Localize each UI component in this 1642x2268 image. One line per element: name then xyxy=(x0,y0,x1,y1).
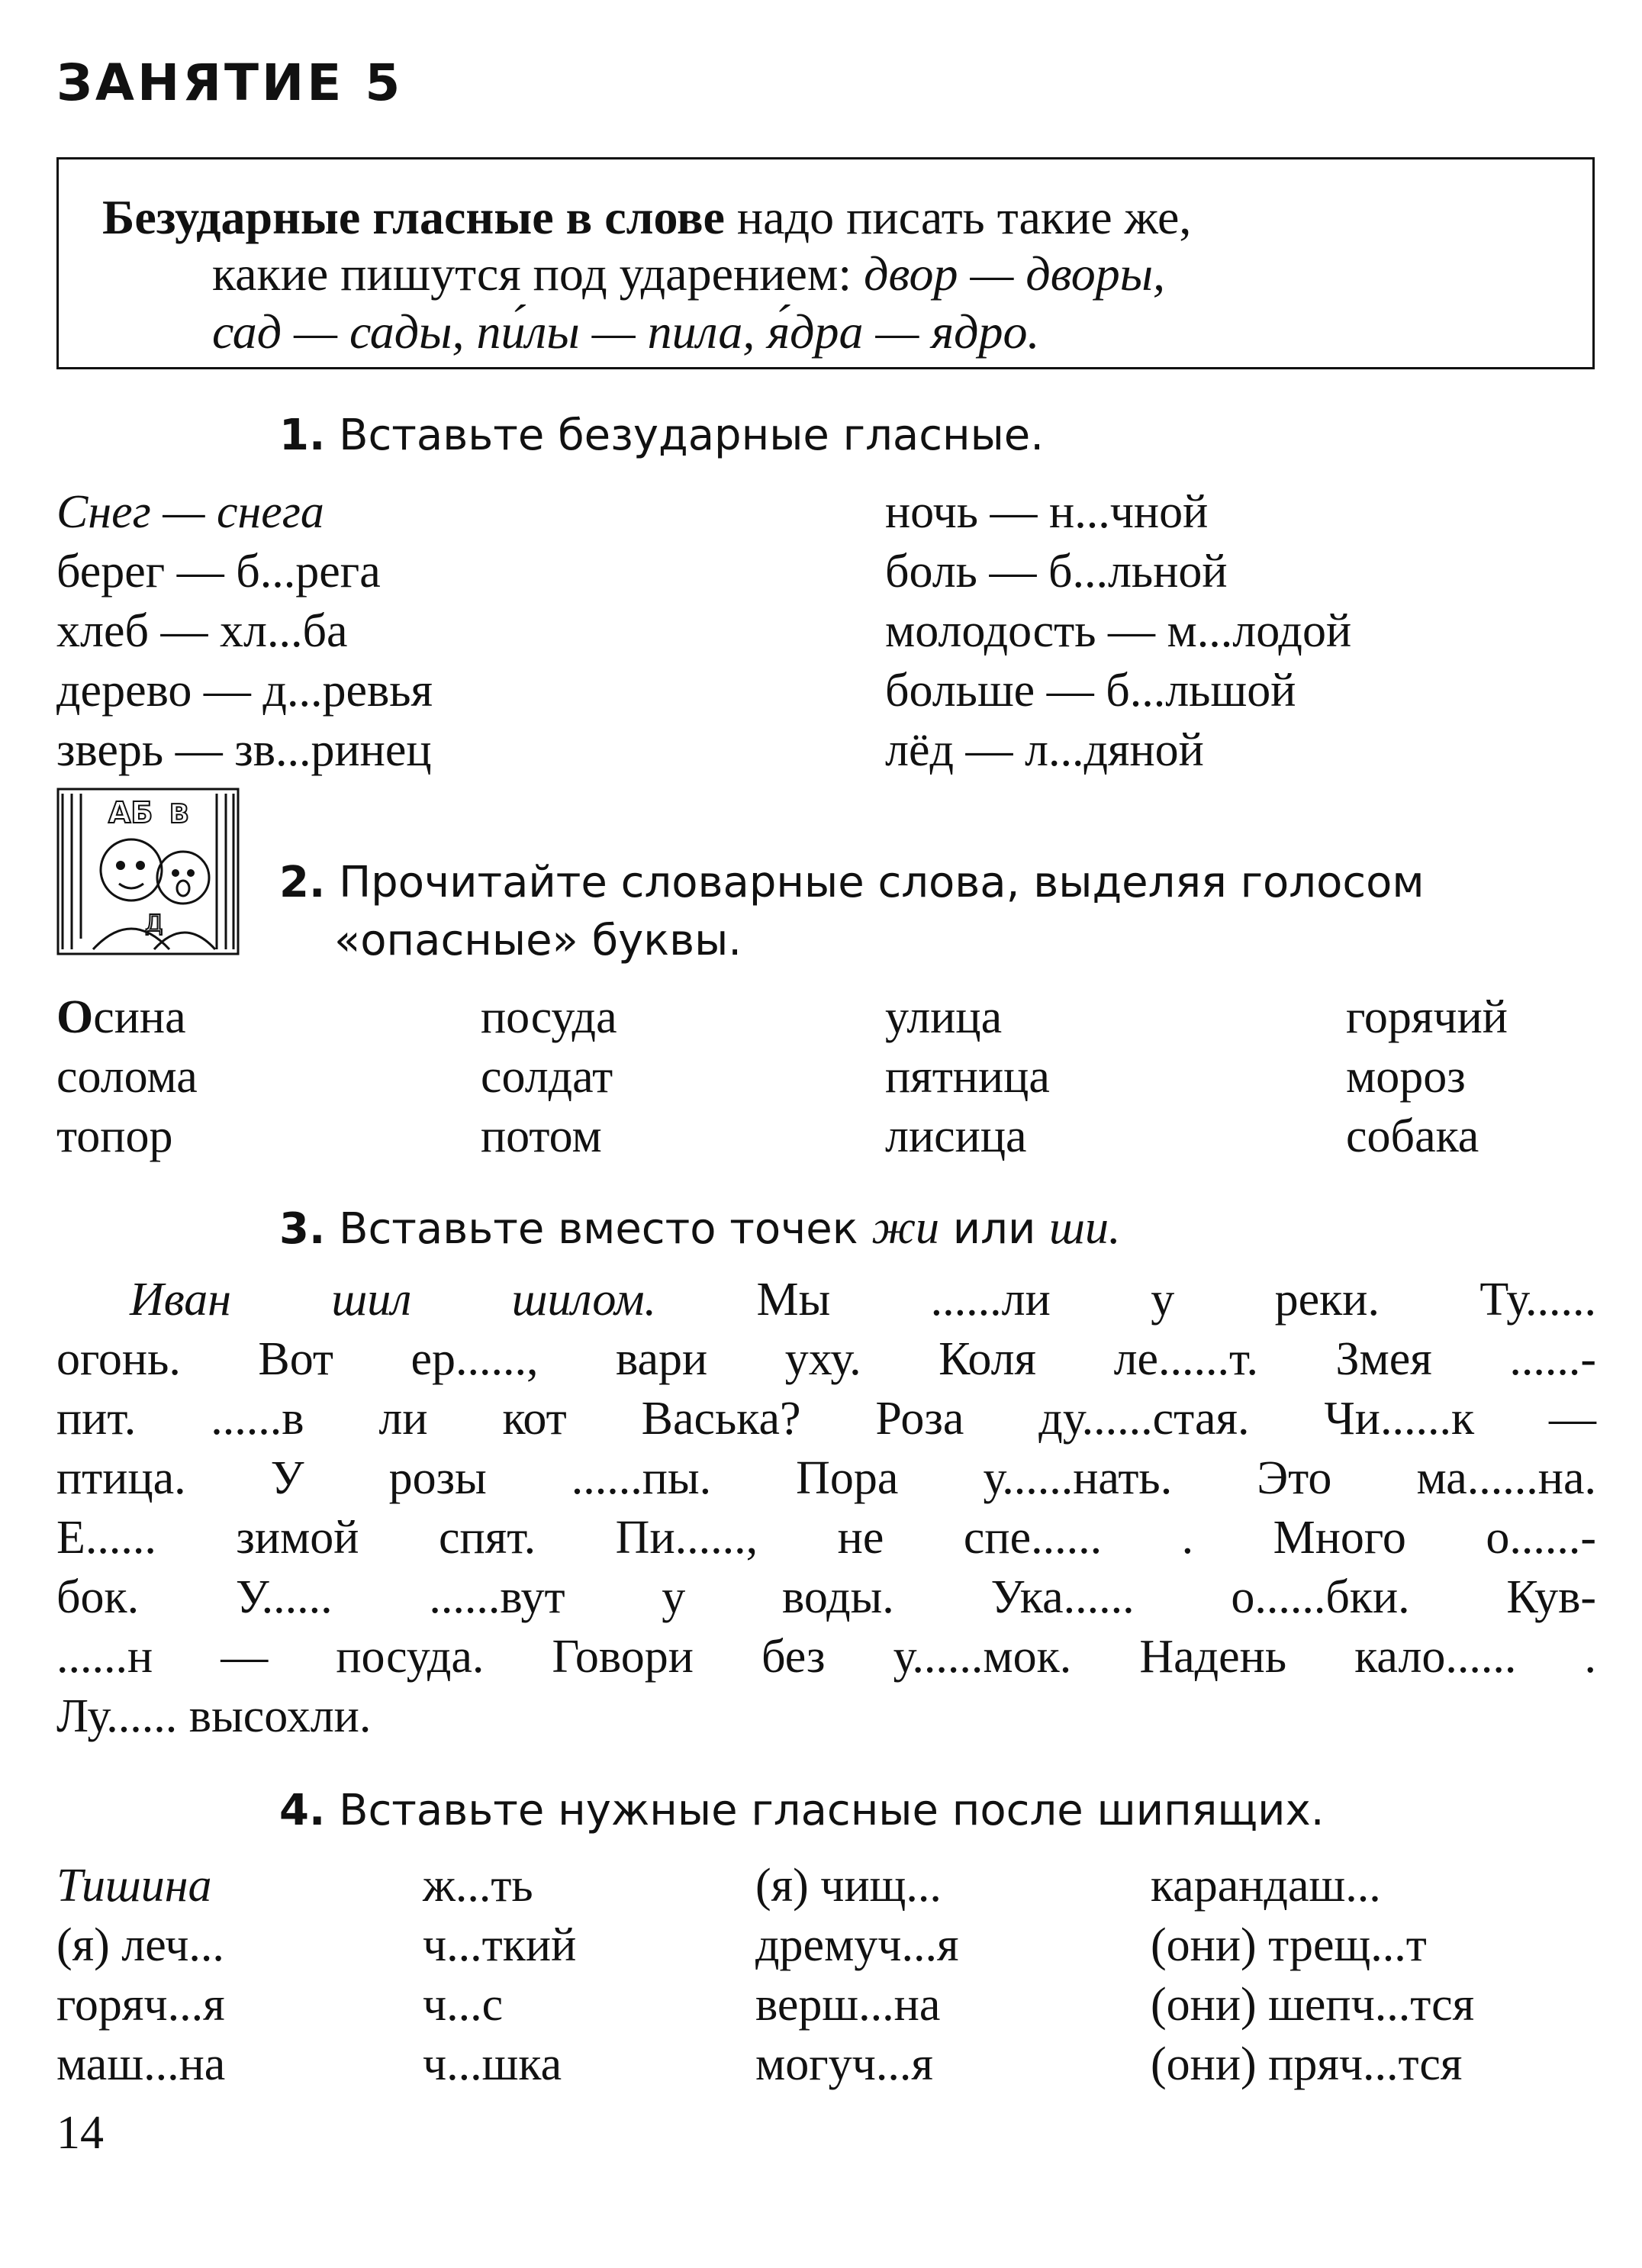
task-3-line xyxy=(130,1274,1596,1326)
task-1-right-word: больше — б...льшой xyxy=(885,665,1296,717)
task-3-line-text: Мы ......ли у реки. Ту...... xyxy=(656,1274,1596,1326)
task-2-word: пятница xyxy=(885,1051,1050,1103)
task-3-text: Вставьте вместо точек xyxy=(339,1204,872,1254)
task-2-word: мороз xyxy=(1346,1051,1466,1103)
task-3-heading xyxy=(279,1201,1120,1255)
task-2-heading-line-1 xyxy=(279,858,1425,907)
rule-bold: Безударные гласные в слове xyxy=(102,190,725,244)
task-2-word: солома xyxy=(56,1051,198,1103)
rule-line2: какие пишутся под ударением: xyxy=(212,246,864,301)
svg-text:В: В xyxy=(169,799,189,830)
task-2-word: посуда xyxy=(481,991,617,1043)
task-4-word: (они) пряч...тся xyxy=(1151,2038,1463,2090)
task-1-left-word: дерево — д...ревья xyxy=(56,665,433,717)
task-3-or: или xyxy=(939,1204,1050,1254)
task-1-right-word: лёд — л...дяной xyxy=(885,724,1204,776)
task-3-line: огонь. Вот ер......, вари уху. Коля ле......т. Змея ......- xyxy=(56,1333,1596,1385)
task-2-word: потом xyxy=(481,1110,602,1162)
task-4-word: ч...шка xyxy=(423,2038,562,2090)
task-4-word: могуч...я xyxy=(755,2038,933,2090)
task-2-word: топор xyxy=(56,1110,173,1162)
task-3-shi: ши. xyxy=(1049,1202,1121,1254)
children-with-letters-illustration xyxy=(55,786,241,957)
task-4-word: (они) трещ...т xyxy=(1151,1919,1427,1971)
task-4-word: (я) леч... xyxy=(56,1919,224,1971)
task-2-word: Осина xyxy=(56,991,186,1043)
task-4-word: ж...ть xyxy=(423,1860,533,1912)
task-2-word: солдат xyxy=(481,1051,613,1103)
rule-text: надо писать такие же, xyxy=(724,190,1192,244)
task-4-heading xyxy=(279,1786,1325,1835)
task-1-left-word: Снег — снега xyxy=(56,486,324,538)
rule-line-1 xyxy=(102,189,1191,246)
task-3-lead: Иван шил шилом. xyxy=(130,1274,657,1326)
svg-text:АБ: АБ xyxy=(108,796,153,830)
task-2-word: улица xyxy=(885,991,1003,1043)
bold-first-letter: О xyxy=(56,991,94,1043)
task-4-text: Вставьте нужные гласные после шипящих. xyxy=(339,1786,1325,1835)
task-3-line: ......н — посуда. Говори без у......мок. Надень кало...... . xyxy=(56,1631,1596,1683)
svg-text:Д: Д xyxy=(145,910,163,937)
task-2-heading-line-2: «опасные» буквы. xyxy=(334,916,742,965)
task-1-right-word: молодость — м...лодой xyxy=(885,605,1352,657)
task-1-right-word: боль — б...льной xyxy=(885,546,1228,598)
task-4-number: 4. xyxy=(279,1786,326,1835)
task-3-line: пит. ......в ли кот Васька? Роза ду......стая. Чи......к — xyxy=(56,1393,1596,1445)
task-4-word: маш...на xyxy=(56,2038,226,2090)
task-1-left-word: хлеб — хл...ба xyxy=(56,605,348,657)
task-1-heading xyxy=(279,411,1044,460)
task-2-text: Прочитайте словарные слова, выделяя голосом xyxy=(339,858,1425,907)
task-3-line: птица. У розы ......пы. Пора у......нать. Это ма......на. xyxy=(56,1452,1596,1504)
task-4-word: ч...с xyxy=(423,1979,504,2031)
page-number: 14 xyxy=(56,2107,104,2159)
task-4-word: дремуч...я xyxy=(755,1919,959,1971)
task-4-word: ч...ткий xyxy=(423,1919,577,1971)
task-1-text: Вставьте безударные гласные. xyxy=(339,411,1045,460)
task-3-line: бок. У...... ......вут у воды. Ука...... о......бки. Кув- xyxy=(56,1571,1596,1623)
rule-line-3 xyxy=(212,304,1040,360)
task-2-number: 2. xyxy=(279,858,326,907)
task-2-word: лисица xyxy=(885,1110,1027,1162)
task-4-word: (я) чищ... xyxy=(755,1860,942,1912)
task-4-word: верш...на xyxy=(755,1979,941,2031)
rule-example-2: сад — сады, пи́лы — пила, я́дра — ядро. xyxy=(212,304,1040,359)
rule-example-1: двор — дворы, xyxy=(864,246,1166,301)
rule-line-2 xyxy=(212,246,1165,302)
task-4-word: горяч...я xyxy=(56,1979,225,2031)
task-2-word: горячий xyxy=(1346,991,1508,1043)
task-1-left-word: зверь — зв...ринец xyxy=(56,724,432,776)
task-4-word: (они) шепч...тся xyxy=(1151,1979,1475,2031)
task-2-word: собака xyxy=(1346,1110,1479,1162)
task-3-number: 3. xyxy=(279,1204,326,1254)
lesson-title: ЗАНЯТИЕ 5 xyxy=(56,53,404,112)
task-1-left-word: берег — б...рега xyxy=(56,546,381,598)
task-1-right-word: ночь — н...чной xyxy=(885,486,1209,538)
task-1-number: 1. xyxy=(279,411,326,460)
task-4-word: карандаш... xyxy=(1151,1860,1381,1912)
task-3-zhi: жи xyxy=(871,1202,939,1254)
task-4-word: Тишина xyxy=(56,1860,212,1912)
task-3-line: Лу...... высохли. xyxy=(56,1690,372,1742)
task-3-line: Е...... зимой спят. Пи......, не спе...... . Много о......- xyxy=(56,1512,1596,1564)
